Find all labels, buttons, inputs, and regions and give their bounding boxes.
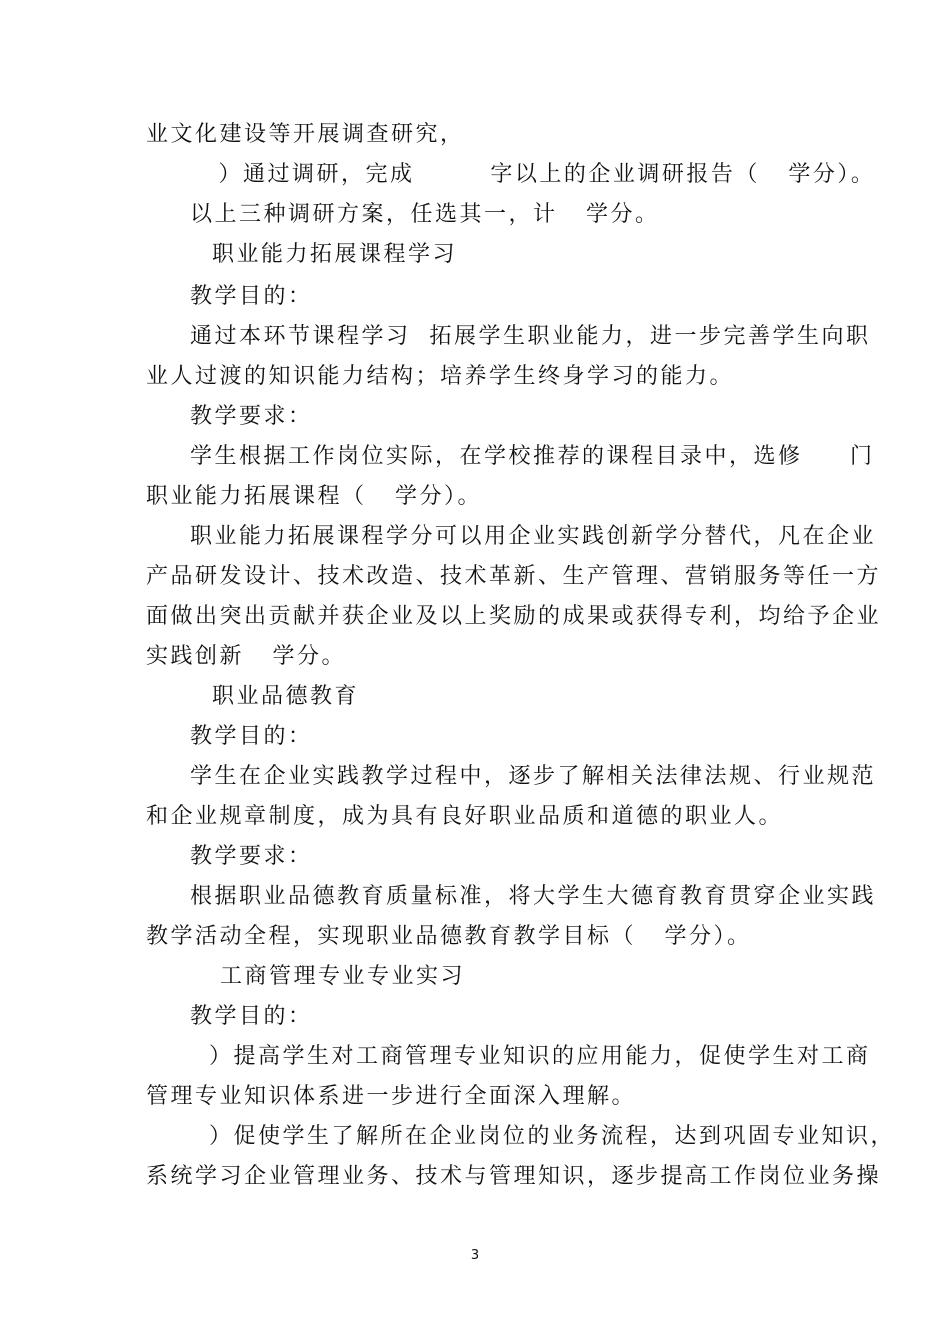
paragraph-line: 管理专业知识体系进一步进行全面深入理解。 (146, 1084, 637, 1109)
paragraph-line: 面做出突出贡献并获企业及以上奖励的成果或获得专利，均给予企业 (146, 604, 882, 629)
subheading: 教学要求： (190, 404, 313, 429)
subheading: 教学目的： (190, 1004, 313, 1029)
paragraph-line: 和企业规章制度，成为具有良好职业品质和道德的职业人。 (146, 804, 784, 829)
paragraph-line: 根据职业品德教育质量标准，将大学生大德育教育贯穿企业实践 (190, 884, 877, 909)
paragraph-line: 系统学习企业管理业务、技术与管理知识，逐步提高工作岗位业务操 (146, 1164, 882, 1189)
paragraph-line: ）通过调研，完成 字以上的企业调研报告（ 学分）。 (190, 162, 876, 187)
paragraph-line: 实践创新 学分。 (146, 644, 346, 669)
paragraph-line: 产品研发设计、技术改造、技术革新、生产管理、营销服务等任一方 (146, 564, 882, 589)
subheading: 教学目的： (190, 284, 313, 309)
paragraph-line: 学生在企业实践教学过程中，逐步了解相关法律法规、行业规范 (190, 764, 877, 789)
subheading: 教学要求： (190, 844, 313, 869)
paragraph-line: 以上三种调研方案，任选其一，计 学分。 (190, 202, 660, 227)
paragraph-line: 业人过渡的知识能力结构；培养学生终身学习的能力。 (146, 364, 735, 389)
page-number: 3 (470, 1248, 480, 1263)
section-heading: 职业品德教育 (212, 684, 360, 709)
paragraph-line: 业文化建设等开展调查研究， (146, 122, 465, 147)
paragraph-line: 职业能力拓展课程学分可以用企业实践创新学分替代，凡在企业 (190, 524, 877, 549)
paragraph-line: ）提高学生对工商管理专业知识的应用能力，促使学生对工商 (190, 1044, 871, 1069)
paragraph-line: 教学活动全程，实现职业品德教育教学目标（ 学分）。 (146, 924, 752, 949)
paragraph-line: 学生根据工作岗位实际，在学校推荐的课程目录中，选修 门 (190, 444, 875, 469)
subheading: 教学目的： (190, 724, 313, 749)
section-heading: 工商管理专业专业实习 (220, 964, 466, 989)
paragraph-line: ）促使学生了解所在企业岗位的业务流程，达到巩固专业知识， (190, 1124, 895, 1149)
paragraph-line: 通过本环节课程学习 拓展学生职业能力，进一步完善学生向职 (190, 324, 871, 349)
section-heading: 职业能力拓展课程学习 (212, 242, 458, 267)
paragraph-line: 职业能力拓展课程（ 学分）。 (146, 484, 482, 509)
